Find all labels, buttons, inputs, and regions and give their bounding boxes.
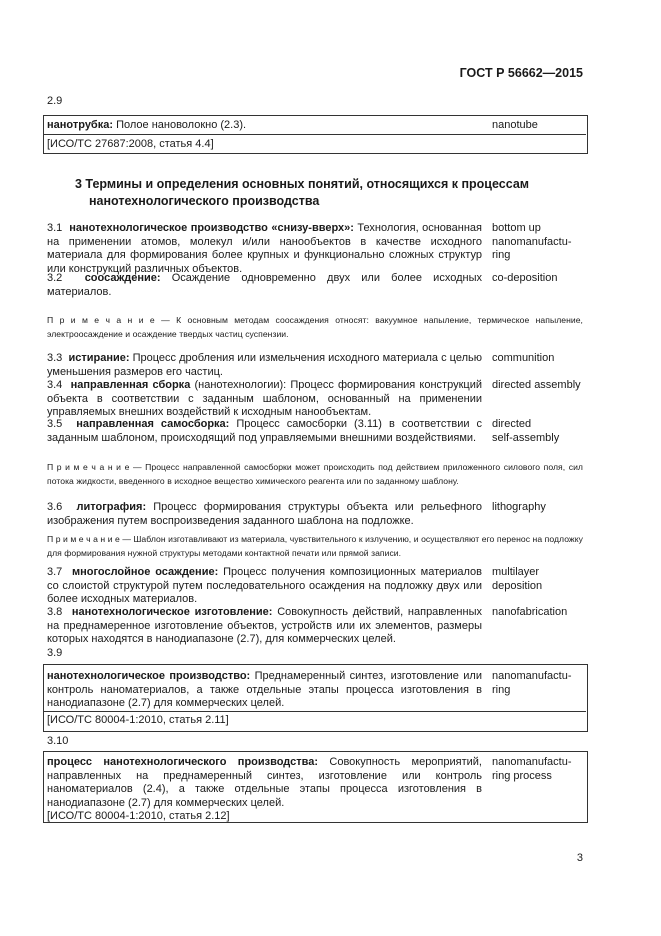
definition: Полое нановолокно (2.3). (113, 119, 247, 131)
entry-number: 3.7 (47, 566, 63, 578)
definition: Совокупность действий, направленных на преднамеренное изготовление объектов, устройств или их элементов, размеры которых находятся в нанодиапазоне (2.7), для коммерческих целей. (47, 606, 482, 645)
english-line: self-assembly (492, 431, 560, 444)
entry-number-3-9: 3.9 (47, 647, 63, 659)
entry-number: 3.3 (47, 352, 63, 364)
entry-number: 3.1 (47, 222, 63, 234)
note-3-6 (47, 532, 583, 560)
entry-number: 3.4 (47, 379, 63, 391)
english-line: nanomanufactu- (492, 670, 572, 682)
note-text: — Шаблон изготавливают из материала, чувствительного к излучению, и осуществляют его перенос на подложку для формирования нужной структуры методами контактной печати или прямой записи. (47, 534, 583, 558)
note-text: — К основным методам соосаждения относят: вакуумное напыление, термическое напыление, электроосаждение и осаждение твердых частиц суспензии. (47, 315, 583, 339)
english-line: nanomanufactu- (492, 235, 572, 248)
english-line: ring process (492, 769, 552, 782)
english-line: ring (492, 249, 511, 261)
entry-3-1 (47, 222, 482, 276)
source-reference: [ИСО/ТС 80004-1:2010, статья 2.12] (47, 810, 230, 822)
english-term: communition (492, 352, 555, 364)
entry-3-5 (47, 418, 482, 445)
entry-number: 3.8 (47, 606, 63, 618)
english-term (492, 670, 572, 697)
english-term (492, 566, 542, 593)
english-line: directed (492, 418, 532, 430)
box-divider (43, 711, 586, 712)
english-term: nanofabrication (492, 606, 568, 618)
definition: Преднамеренный синтез, изготовление или контроль наноматериалов, а также отдельные этапы процесса изготовления в нанодиапазоне (2.7) для коммерческих целей. (47, 670, 482, 709)
entry-number: 3.6 (47, 501, 63, 513)
entry-3-2 (47, 272, 482, 299)
english-term (492, 418, 559, 445)
term: соосаждение: (84, 272, 161, 284)
term: истирание: (68, 352, 130, 364)
term: нанотехнологическое производство: (47, 670, 251, 682)
english-line: nanomanufactu- (492, 756, 572, 768)
note-label: П р и м е ч а н и е (47, 462, 130, 472)
english-line: multilayer (492, 566, 540, 578)
section-title (75, 176, 595, 210)
term: нанотехнологическое изготовление: (71, 606, 273, 618)
definition: Осаждение одновременно двух или более исходных материалов. (47, 272, 482, 298)
english-line: deposition (492, 579, 543, 592)
box-divider (43, 134, 586, 135)
entry-number: 3.5 (47, 418, 63, 430)
english-term: directed assembly (492, 379, 581, 391)
definition: Совокупность мероприятий, направленных на преднамеренный синтез, изготовление или контроль наноматериалов (2.4), а также отдельные этапы процесса изготовления в нанодиапазоне (2.7) для коммерческих целей. (47, 756, 482, 809)
note-3-5 (47, 460, 583, 488)
english-term: lithography (492, 501, 546, 513)
definition: Процесс самосборки (3.11) в соответствии с заданным шаблоном, происходящий под управляемыми внешними воздействиями. (47, 418, 482, 444)
note-label: П р и м е ч а н и е (47, 534, 120, 544)
english-term (492, 222, 572, 263)
definition: Процесс формирования структуры объекта или рельефного изображения путем воспроизведения заданного шаблона на подложке. (47, 501, 482, 527)
term: многослойное осаждение: (71, 566, 219, 578)
standard-header: ГОСТ Р 56662—2015 (459, 66, 583, 80)
note-text: — Процесс направленной самосборки может происходить под действием приложенного силового поля, сил потока жидкости, введенного в исходное вещество химического реагента или по заданному шаблону. (47, 462, 583, 486)
term: нанотехнологическое производство «снизу-вверх»: (69, 222, 354, 234)
source-reference: [ИСО/ТС 27687:2008, статья 4.4] (47, 138, 214, 150)
entry-number: 3.2 (47, 272, 63, 284)
term: литография: (76, 501, 147, 513)
entry-3-3 (47, 352, 482, 379)
english-line: ring (492, 683, 511, 696)
term: процесс нанотехнологического производства: (47, 756, 319, 768)
definition: (нанотехнологии): Процесс формирования конструкций объекта в соответствии с заданным шаблоном, основанный на применении управляемых внешних воздействий к исходным нанообъектам. (47, 379, 482, 418)
term: направленная сборка (70, 379, 191, 391)
entry-3-10 (47, 756, 482, 824)
english-term: co-deposition (492, 272, 558, 284)
section-title-line1: 3 Термины и определения основных понятий, относящихся к процессам (75, 177, 530, 191)
english-term (492, 756, 572, 783)
definition: Процесс дробления или измельчения исходного материала с целью уменьшения размеров его частиц. (47, 352, 482, 378)
section-title-line2: нанотехнологического производства (89, 194, 320, 208)
entry-3-6 (47, 501, 482, 528)
english-term: nanotube (492, 119, 538, 131)
source-reference: [ИСО/ТС 80004-1:2010, статья 2.11] (47, 714, 229, 726)
entry-2-9 (47, 119, 482, 133)
entry-3-4 (47, 379, 482, 420)
term: направленная самосборка: (76, 418, 230, 430)
entry-number-3-10: 3.10 (47, 735, 69, 747)
entry-3-9 (47, 670, 482, 711)
entry-number-2-9: 2.9 (47, 95, 63, 107)
entry-3-7 (47, 566, 482, 607)
note-3-2 (47, 313, 583, 341)
note-label: П р и м е ч а н и е (47, 315, 155, 325)
entry-3-8 (47, 606, 482, 647)
term-nanotube: нанотрубка: (47, 119, 114, 131)
english-line: bottom up (492, 222, 541, 234)
definition: Технология, основанная на применении атомов, молекул и/или нанообъектов в качестве исходного материала для формирования более крупных и функционально сложных структур или конструкций различных объектов. (47, 222, 482, 275)
definition: Процесс получения композиционных материалов со слоистой структурой путем последовательного осаждения на подложку двух или более исходных материалов. (47, 566, 482, 605)
page-number: 3 (576, 852, 583, 864)
